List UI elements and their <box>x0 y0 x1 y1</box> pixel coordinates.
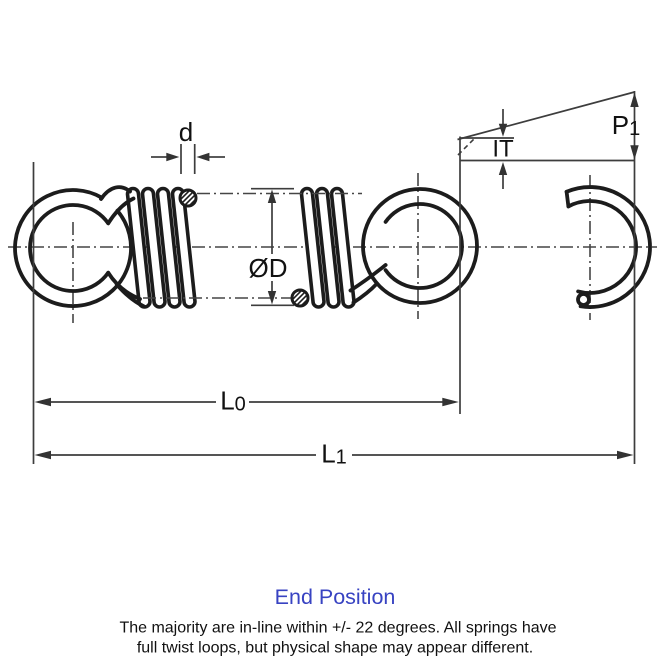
label-loaded-length-main: L <box>321 438 336 469</box>
label-load-main: P <box>611 110 630 140</box>
label-initial-tension: IT <box>492 135 514 163</box>
label-load-sub: 1 <box>629 118 641 140</box>
arrowhead <box>630 145 638 160</box>
arrowhead <box>617 451 634 459</box>
end-hook-wire-cut <box>567 192 569 207</box>
label-wire-diameter: d <box>178 117 194 147</box>
label-loaded-length-sub: 1 <box>335 446 347 469</box>
dim-free-length <box>35 386 459 416</box>
label-free-length <box>220 386 246 416</box>
label-outer-diameter: ØD <box>248 253 288 283</box>
caption-note-line1: The majority are in-line within +/- 22 degrees. All springs have <box>119 619 557 637</box>
caption-title: End Position <box>274 585 396 609</box>
wire-section-bottom <box>289 281 311 318</box>
right-hook <box>351 189 478 303</box>
load-slope-line <box>458 92 635 140</box>
arrowhead <box>35 451 52 459</box>
arrowhead <box>442 398 459 406</box>
label-load <box>612 110 640 140</box>
arrowhead <box>196 153 209 161</box>
left-hook-transition <box>101 187 130 199</box>
dim-wire-diameter <box>151 117 225 174</box>
dim-initial-tension-and-load <box>458 92 641 189</box>
label-free-length-sub: 0 <box>234 393 246 416</box>
dim-loaded-length <box>35 439 634 469</box>
caption-note-line2: full twist loops, but physical shape may appear different. <box>136 639 534 657</box>
arrowhead <box>35 398 52 406</box>
right-hook-inner-arc <box>386 204 462 288</box>
caption-block <box>119 585 556 657</box>
arrowhead <box>268 190 276 204</box>
arrowhead <box>630 93 638 108</box>
label-free-length-main: L <box>220 385 235 416</box>
arrowhead <box>499 162 507 175</box>
arrowhead <box>166 153 179 161</box>
end-hook-wire-tip <box>578 294 589 305</box>
label-loaded-length <box>321 439 347 469</box>
left-hook-inner-arc <box>30 205 108 291</box>
coil-group-right <box>302 189 355 308</box>
